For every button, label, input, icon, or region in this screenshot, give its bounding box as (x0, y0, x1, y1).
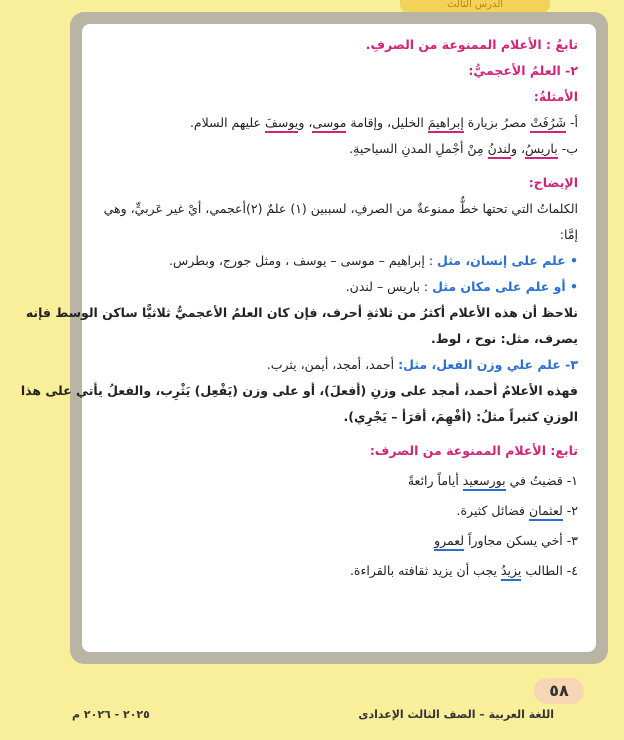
page-footer (0, 700, 624, 740)
example-b: ب- باريسُ، ولندنُ مِنْ أجْملِ المدنِ السياحيةِ. (102, 136, 578, 162)
bullet-person: • علم على إنسان، مثل : إبراهيم – موسى – يوسف ، ومثل جورج، وبطرس. (168, 253, 578, 268)
exercise-item: ٢- لعثمان فضائل كثيرة. (102, 496, 578, 526)
examples-label: الأمثلةُ: (533, 89, 578, 104)
lesson-content (20, 32, 578, 586)
rule-line-1: فهذه الأعلامُ أحمد، أمجد على وزنِ (أفعلَ)، أو على وزن (يَفْعِل) يَثْرِب، والفعلُ يأتي على هذا (20, 383, 578, 398)
explanation-text-1: الكلماتُ التي تحتها خطٌّ ممنوعةٌ من الصرفِ، لسببين (١) علمٌ (٢)أعجمي، أيْ غير عَربيٍّ، وهي (103, 201, 578, 216)
lesson-tab: الدرس الثالث (400, 0, 550, 14)
bullet-place: • أو علم على مكان مثل : باريس – لندن. (345, 279, 578, 294)
section-3: ٣- علم علي وزن الفعل، مثل: أحمد، أمجد، أيمن، يثرب. (266, 357, 578, 372)
page-number: ٥٨ (534, 678, 584, 704)
bullet-icon: • (565, 279, 578, 294)
exercise-item: ١- قضيتُ في بورسعيد أياماً رائعةً (102, 466, 578, 496)
note-line-1: نلاحظ أن هذه الأعلام أكثرُ من ثلاثةِ أحرف، فإن كان العلمُ الأعجميُّ ثلاثيًّا ساكن الوسط فإنه (25, 305, 578, 320)
exercise-item: ٣- أخي يسكن مجاوراً لعمرو (102, 526, 578, 556)
rule-line-2: الوزنِ كثيراً مثلُ: (أفْهِمَ، أقرَأ – يَجْرِي). (343, 409, 578, 424)
note-line-2: يصرف، مثل: نوح ، لوط. (430, 331, 578, 346)
content-panel (20, 24, 596, 652)
example-a: أ- شَرُفَتْ مصرُ بزيارة إبراهيمَ الخليل، وإقامة موسى، ويوسفَ عليهم السلام. (102, 110, 578, 136)
academic-year: ٢٠٢٥ - ٢٠٢٦ م (72, 708, 150, 721)
exercise-title: تابع: الأعلام الممنوعة من الصرف: (369, 443, 578, 458)
bullet-icon: • (565, 253, 578, 268)
section-title: تابعُ : الأعلام الممنوعة من الصرفِ. (365, 37, 578, 52)
exercise-item: ٤- الطالب يزيدُ يجب أن يزيد ثقافته بالقراءة. (102, 556, 578, 586)
book-title: اللغة العربية – الصف الثالث الإعدادى (358, 708, 554, 721)
explanation-label: الإيضاح: (528, 175, 578, 190)
section-subtitle: ٢- العلمُ الأعجميُّ: (468, 63, 578, 78)
explanation-text-2: إمَّا: (559, 227, 578, 242)
